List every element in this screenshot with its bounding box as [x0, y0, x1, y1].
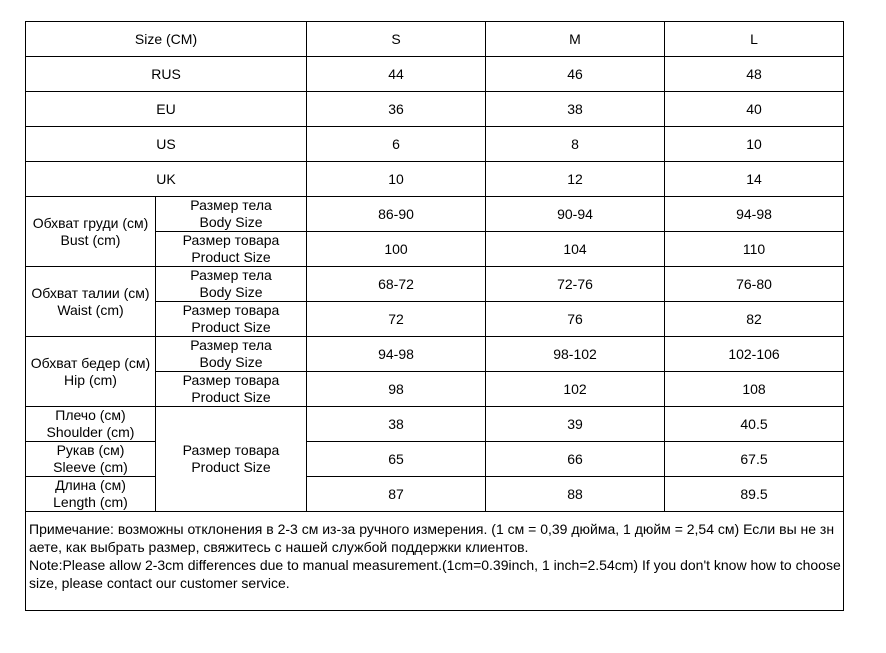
hip-label — [26, 337, 156, 407]
table-cell: 76-80 — [665, 267, 844, 302]
measurement-note — [26, 512, 844, 611]
table-cell: 72 — [307, 302, 486, 337]
table-cell: 90-94 — [486, 197, 665, 232]
table-cell: 102-106 — [665, 337, 844, 372]
table-cell: 8 — [486, 127, 665, 162]
product-size-ru: Размер товара — [182, 372, 280, 388]
body-size-label — [156, 197, 307, 232]
product-size-ru: Размер товара — [182, 232, 280, 248]
waist-label-en: Waist (cm) — [57, 301, 124, 318]
sleeve-label-en: Sleeve (cm) — [53, 459, 128, 475]
table-row — [26, 57, 844, 92]
body-size-en: Body Size — [199, 214, 263, 230]
size-l-header: L — [665, 22, 844, 57]
product-size-label — [156, 407, 307, 512]
table-cell: 10 — [665, 127, 844, 162]
body-size-en: Body Size — [199, 354, 263, 370]
size-header-cell: Size (CM) — [26, 22, 307, 57]
bust-label — [26, 197, 156, 267]
table-cell: 104 — [486, 232, 665, 267]
length-label-en: Length (cm) — [53, 494, 128, 510]
size-m-header: M — [486, 22, 665, 57]
table-row — [26, 267, 844, 302]
row-label: UK — [26, 162, 307, 197]
table-cell: 40 — [665, 92, 844, 127]
table-row — [26, 92, 844, 127]
hip-label-en: Hip (cm) — [64, 371, 117, 388]
table-cell: 38 — [307, 407, 486, 442]
table-row — [26, 127, 844, 162]
table-cell: 76 — [486, 302, 665, 337]
table-row — [26, 442, 844, 477]
body-size-en: Body Size — [199, 284, 263, 300]
note-row — [26, 512, 844, 611]
product-size-label — [156, 232, 307, 267]
table-row — [26, 197, 844, 232]
table-cell: 36 — [307, 92, 486, 127]
note-ru-line2: аете, как выбрать размер, свяжитесь с нашей службой поддержки клиентов. — [29, 539, 529, 555]
table-row — [26, 337, 844, 372]
table-cell: 110 — [665, 232, 844, 267]
note-ru-line1: Примечание: возможны отклонения в 2-3 см из-за ручного измерения. (1 см = 0,39 дюйма, 1 дюйм = 2,54 см) Если вы не зн — [29, 521, 835, 537]
table-cell: 10 — [307, 162, 486, 197]
table-cell: 87 — [307, 477, 486, 512]
table-row — [26, 407, 844, 442]
product-size-ru: Размер товара — [182, 442, 280, 458]
table-cell: 68-72 — [307, 267, 486, 302]
product-size-en: Product Size — [191, 459, 271, 475]
table-row — [26, 162, 844, 197]
waist-label-ru: Обхват талии (см) — [31, 284, 150, 301]
body-size-label — [156, 337, 307, 372]
table-cell: 14 — [665, 162, 844, 197]
bust-label-ru: Обхват груди (см) — [32, 214, 149, 231]
shoulder-label-en: Shoulder (cm) — [46, 424, 135, 440]
product-size-label — [156, 302, 307, 337]
product-size-en: Product Size — [191, 389, 271, 405]
body-size-ru: Размер тела — [190, 267, 272, 283]
sleeve-label-ru: Рукав (см) — [56, 442, 125, 458]
table-cell: 12 — [486, 162, 665, 197]
note-en-line2: size, please contact our customer service. — [29, 575, 290, 591]
table-cell: 65 — [307, 442, 486, 477]
note-en-line1: Note:Please allow 2-3cm differences due to manual measurement.(1cm=0.39inch, 1 inch=2.54cm) If you don't know how to choose — [29, 557, 841, 573]
hip-label-ru: Обхват бедер (см) — [30, 354, 151, 371]
table-cell: 98-102 — [486, 337, 665, 372]
table-cell: 100 — [307, 232, 486, 267]
table-cell: 40.5 — [665, 407, 844, 442]
length-label — [26, 477, 156, 512]
product-size-en: Product Size — [191, 249, 271, 265]
table-cell: 67.5 — [665, 442, 844, 477]
body-size-ru: Размер тела — [190, 337, 272, 353]
table-cell: 6 — [307, 127, 486, 162]
shoulder-label-ru: Плечо (см) — [55, 407, 126, 423]
table-cell: 38 — [486, 92, 665, 127]
table-cell: 48 — [665, 57, 844, 92]
shoulder-label — [26, 407, 156, 442]
header-row — [26, 22, 844, 57]
table-cell: 89.5 — [665, 477, 844, 512]
table-cell: 94-98 — [307, 337, 486, 372]
product-size-ru: Размер товара — [182, 302, 280, 318]
product-size-en: Product Size — [191, 319, 271, 335]
size-s-header: S — [307, 22, 486, 57]
table-cell: 94-98 — [665, 197, 844, 232]
product-size-label — [156, 372, 307, 407]
table-cell: 39 — [486, 407, 665, 442]
row-label: US — [26, 127, 307, 162]
table-cell: 98 — [307, 372, 486, 407]
table-cell: 72-76 — [486, 267, 665, 302]
body-size-ru: Размер тела — [190, 197, 272, 213]
size-chart-table — [25, 21, 844, 611]
table-cell: 102 — [486, 372, 665, 407]
row-label: EU — [26, 92, 307, 127]
table-cell: 88 — [486, 477, 665, 512]
table-cell: 46 — [486, 57, 665, 92]
length-label-ru: Длина (см) — [55, 477, 126, 493]
bust-label-en: Bust (cm) — [60, 231, 121, 248]
table-cell: 108 — [665, 372, 844, 407]
table-cell: 66 — [486, 442, 665, 477]
sleeve-label — [26, 442, 156, 477]
table-cell: 44 — [307, 57, 486, 92]
table-cell: 82 — [665, 302, 844, 337]
body-size-label — [156, 267, 307, 302]
waist-label — [26, 267, 156, 337]
table-row — [26, 477, 844, 512]
row-label: RUS — [26, 57, 307, 92]
table-cell: 86-90 — [307, 197, 486, 232]
